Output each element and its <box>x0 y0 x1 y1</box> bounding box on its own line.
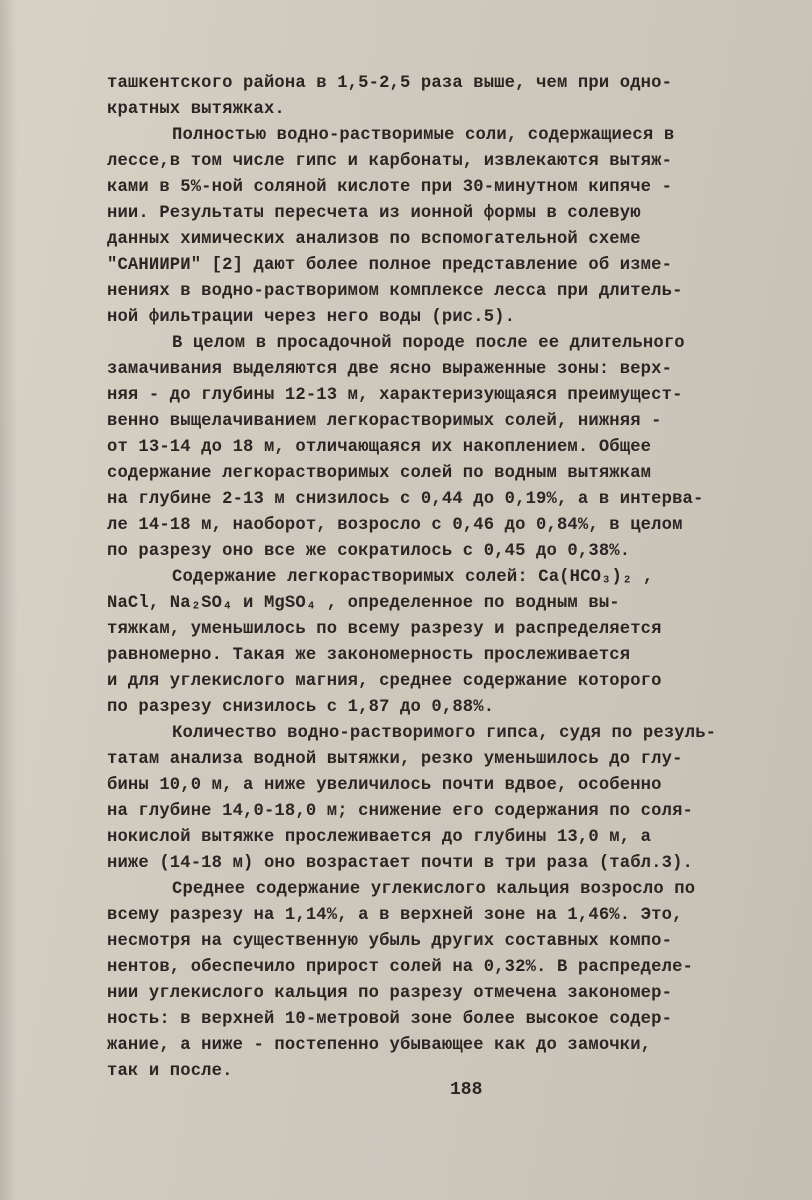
text-line: равномерно. Такая же закономерность прослеживается <box>107 646 631 665</box>
text-line: от 13-14 до 18 м, отличающаяся их накоплением. Общее <box>107 438 652 457</box>
text-line: по разрезу снизилось с 1,87 до 0,88%. <box>107 698 495 717</box>
text-line: нии. Результаты пересчета из ионной формы в солевую <box>107 204 641 223</box>
text-line: кратных вытяжках. <box>107 100 285 119</box>
text-line: ле 14-18 м, наоборот, возросло с 0,46 до 0,84%, в целом <box>107 516 683 535</box>
text-line: лессе,в том числе гипс и карбонаты, извлекаются вытяж- <box>107 152 673 171</box>
text-line: ной фильтрации через него воды (рис.5). <box>107 308 516 327</box>
text-line: содержание легкорастворимых солей по водным вытяжкам <box>107 464 652 483</box>
text-line: нокислой вытяжке прослеживается до глубины 13,0 м, а <box>107 828 652 847</box>
text-line: бины 10,0 м, а ниже увеличилось почти вдвое, особенно <box>107 776 662 795</box>
text-line: замачивания выделяются две ясно выраженные зоны: верх- <box>107 360 673 379</box>
text-line: ташкентского района в 1,5-2,5 раза выше, чем при одно- <box>107 74 673 93</box>
text-line: нии углекислого кальция по разрезу отмечена закономер- <box>107 984 673 1003</box>
text-line: NaCl, Na₂SO₄ и MgSO₄ , определенное по водным вы- <box>107 594 620 613</box>
text-line: Среднее содержание углекислого кальция возросло по <box>172 880 696 899</box>
text-line: ниже (14-18 м) оно возрастает почти в три раза (табл.3). <box>107 854 693 873</box>
text-line: татам анализа водной вытяжки, резко уменьшилось до глу- <box>107 750 683 769</box>
text-line: несмотря на существенную убыль других составных компо- <box>107 932 673 951</box>
text-line: по разрезу оно все же сократилось с 0,45 до 0,38%. <box>107 542 631 561</box>
text-line: венно выщелачиванием легкорастворимых солей, нижняя - <box>107 412 662 431</box>
text-line: нениях в водно-растворимом комплексе лесса при длитель- <box>107 282 683 301</box>
text-line: так и после. <box>107 1062 233 1081</box>
text-line: Полностью водно-растворимые соли, содержащиеся в <box>172 126 675 145</box>
text-line: ками в 5%-ной соляной кислоте при 30-минутном кипяче - <box>107 178 673 197</box>
text-line: Количество водно-растворимого гипса, судя по резуль- <box>172 724 717 743</box>
text-line: Содержание легкорастворимых солей: Ca(HCO₃)₂ , <box>172 568 654 587</box>
text-line: нентов, обеспечило прирост солей на 0,32%. В распределе- <box>107 958 693 977</box>
text-line: ность: в верхней 10-метровой зоне более высокое содер- <box>107 1010 673 1029</box>
page-number: 188 <box>450 1080 483 1100</box>
text-line: на глубине 14,0-18,0 м; снижение его содержания по соля- <box>107 802 693 821</box>
text-line: няя - до глубины 12-13 м, характеризующаяся преимущест- <box>107 386 683 405</box>
text-line: данных химических анализов по вспомогательной схеме <box>107 230 641 249</box>
text-line: В целом в просадочной породе после ее длительного <box>172 334 685 353</box>
text-line: "САНИИРИ" [2] дают более полное представление об изме- <box>107 256 673 275</box>
page-shadow <box>0 0 18 1200</box>
text-line: и для углекислого магния, среднее содержание которого <box>107 672 662 691</box>
text-line: всему разрезу на 1,14%, а в верхней зоне на 1,46%. Это, <box>107 906 683 925</box>
text-line: на глубине 2-13 м снизилось с 0,44 до 0,19%, а в интерва- <box>107 490 704 509</box>
text-line: жание, а ниже - постепенно убывающее как до замочки, <box>107 1036 652 1055</box>
text-line: тяжкам, уменьшилось по всему разрезу и распределяется <box>107 620 662 639</box>
